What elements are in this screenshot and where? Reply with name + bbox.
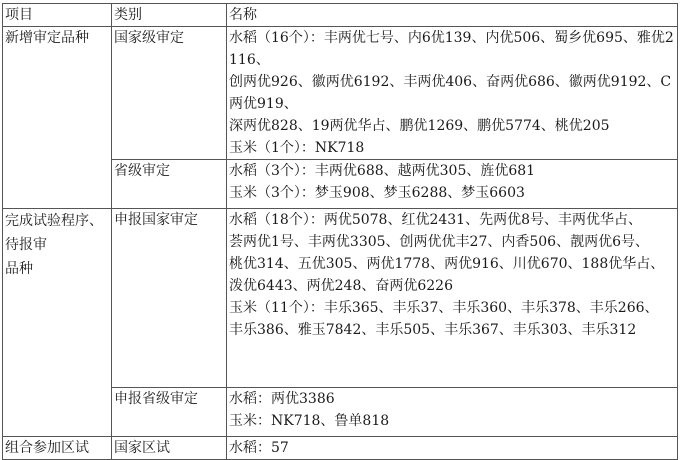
category-cell: 国家级审定 (112, 27, 227, 160)
project-completed-pending (3, 209, 112, 437)
names-line: 水稻：两优3386 (229, 391, 335, 407)
names-line: 水稻（18个）：两优5078、红优2431、先两优8号、丰两优华占、 (229, 212, 642, 228)
names-cell (227, 437, 678, 460)
table-row (3, 209, 678, 388)
project-line: 待报审 (5, 237, 47, 253)
names-line: 玉米（1个）：NK718 (229, 140, 365, 156)
project-regional-trial: 组合参加区试 (3, 437, 112, 460)
names-line: 水稻（3个）：丰两优688、越两优305、旌优681 (229, 163, 536, 179)
project-line: 品种 (5, 261, 33, 277)
names-cell (227, 209, 678, 388)
names-line: 丰乐386、雅玉7842、丰乐505、丰乐367、丰乐303、丰乐312 (229, 322, 637, 338)
table-row (3, 27, 678, 160)
category-cell: 国家区试 (112, 437, 227, 460)
table-row (3, 437, 678, 460)
varieties-table (2, 3, 678, 460)
names-line: 玉米（11个）：丰乐365、丰乐37、丰乐360、丰乐378、丰乐266、 (229, 300, 659, 316)
header-project: 项目 (3, 4, 112, 27)
project-new-varieties: 新增审定品种 (3, 27, 112, 209)
names-line: 水稻（16个）：丰两优七号、内6优139、内优506、蜀乡优695、雅优2116、 (229, 30, 674, 68)
names-cell (227, 27, 678, 160)
category-cell: 省级审定 (112, 160, 227, 209)
names-cell (227, 388, 678, 437)
names-line: 创两优926、徽两优6192、丰两优406、奋两优686、徽两优9192、C两优919、 (229, 74, 672, 112)
names-line: 玉米：NK718、鲁单818 (229, 413, 390, 429)
names-line: 桃优314、五优305、两优1778、两优916、川优670、188优华占、 (229, 256, 665, 272)
names-cell (227, 160, 678, 209)
category-cell: 申报国家审定 (112, 209, 227, 388)
names-line: 深两优828、19两优华占、鹏优1269、鹏优5774、桃优205 (229, 118, 610, 134)
header-name: 名称 (227, 4, 678, 27)
category-cell: 申报省级审定 (112, 388, 227, 437)
table-header-row (3, 4, 678, 27)
project-line: 完成试验程序、 (5, 213, 103, 229)
header-category: 类别 (112, 4, 227, 27)
names-line: 玉米（3个）：梦玉908、梦玉6288、梦玉6603 (229, 185, 525, 201)
names-line: 荟两优1号、丰两优3305、创两优优丰27、内香506、靓两优6号、 (229, 234, 649, 250)
names-line: 泼优6443、两优248、奋两优6226 (229, 278, 453, 294)
names-line: 水稻：57 (229, 440, 289, 456)
